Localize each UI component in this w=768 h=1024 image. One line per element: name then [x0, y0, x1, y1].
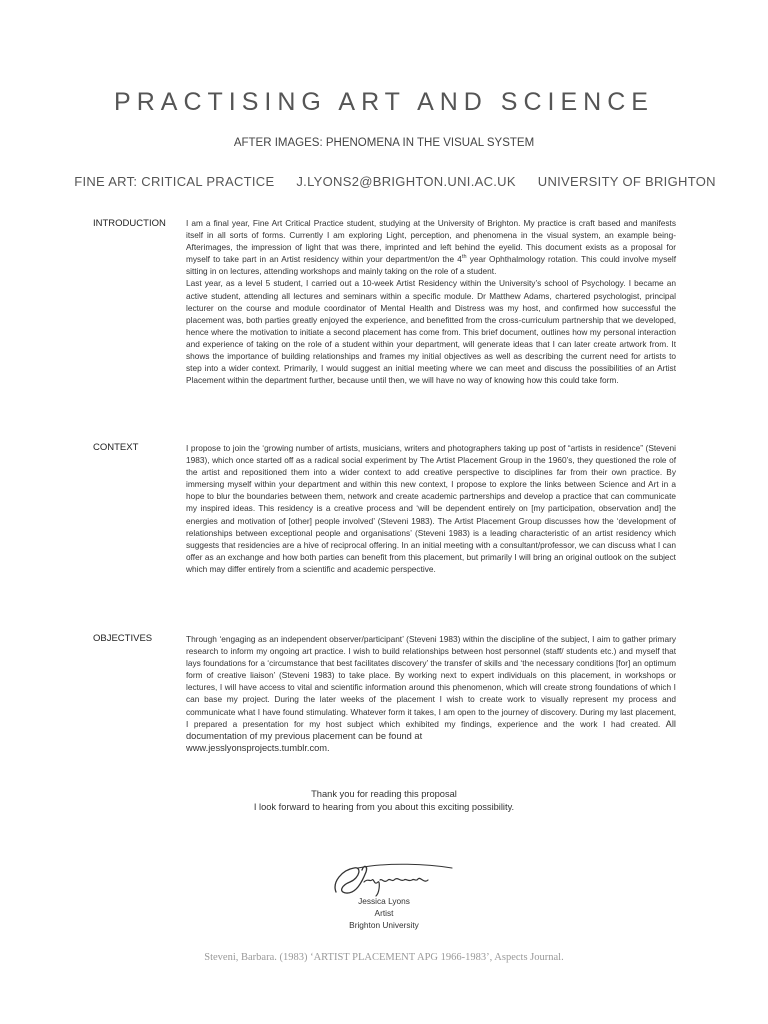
signatory-role: Artist: [374, 908, 394, 919]
introduction-paragraph-2: Last year, as a level 5 student, I carried out a 10-week Artist Residency within the University’s school of Psychology. I became an active student, attending all lectures and seminars within a specific module. Dr Matthew Adams, chartered psychologist, principal lecturer on the course and module coordinator of Mental Health and Distress was my host, and confirmed how successful the placement was, both parties greatly enjoyed the experience, and benefitted from the cross-curriculum partnership that we developed, hence where the motivation to initiate a second placement has come from. This brief document, outlines how my personal interaction and experience of taking on the role of a student within your department, will generate ideas that I can later create artwork from. It shows the importance of building relationships and frames my initial objectives as well as describing the current need for artists to step into a wider context. Primarily, I would suggest an initial meeting where we can meet and discuss the possibilities of an Artist Placement within the department further, because until then, we will have no way of knowing how this could take form.: [186, 278, 676, 386]
university-name: UNIVERSITY OF BRIGHTON: [537, 174, 716, 189]
email-address: J.LYONS2@BRIGHTON.UNI.AC.UK: [296, 174, 516, 189]
context-label: CONTEXT: [93, 442, 139, 453]
course-name: FINE ART: CRITICAL PRACTICE: [74, 174, 275, 189]
context-body: [186, 442, 676, 575]
objectives-body: [186, 633, 676, 754]
signatory-institution: Brighton University: [349, 920, 419, 931]
portfolio-link[interactable]: www.jesslyonsprojects.tumblr.com.: [186, 742, 330, 753]
introduction-body: [186, 217, 676, 386]
closing-note: [0, 788, 768, 813]
context-paragraph: I propose to join the ‘growing number of artists, musicians, writers and photographers taking up post of “artists in residence” (Steveni 1983), which once started off as a radical social experiment by The Artist Placement Group in the 1960’s, they questioned the role of the artist and repositioned them into a wider context to add creative perspective to disciplines far from their own practice. By immersing myself within your department and within this new context, I propose to explore the links between Science and Art in a hope to blur the boundaries between them, network and create academic partnerships and develop a practice that can communicate my inspired ideas. This residency is a creative process and ‘will be dependent entirely on [my participation, observation and] the energies and motivation of [other] people involved’ (Steveni 1983). The Artist Placement Group discusses how the ‘development of relationships between exceptional people and organisations’ (Steveni 1983) is a leading characteristic of an artist residency which suggests that residencies are a hive of reciprocal offering. In an initial meeting with a consultant/professor, we can discuss what I can offer as an exchange and how both parties can benefit from this placement, but primarily I will bring an original outlook on the subject which may differ entirely from a scientific and academic perspective.: [186, 443, 676, 574]
introduction-paragraph-1: I am a final year, Fine Art Critical Practice student, studying at the University of Brighton. My practice is craft based and manifests itself in all sorts of forms. Currently I am exploring Light, perception, and phenomena in the visual system, an example being- Afterimages, the impression of light that was there, imprinted and left behind the eyelid. This document exists as a proposal for myself to take part in an Artist residency within your department/on the 4th year Ophthalmology rotation. This could involve myself sitting in on lectures, attending workshops and mainly taking on the role of a student.: [186, 218, 676, 277]
objectives-paragraph: Through ‘engaging as an independent observer/participant’ (Steveni 1983) within the discipline of the subject, I aim to gather primary research to inform my ongoing art practice. I wish to build relationships between host personnel (staff/ students etc.) and myself that lays foundations for a ‘circumstance that best facilitates discovery’ the transfer of skills and ‘the necessary conditions [for] an optimum form of creative liaison’ (Steveni 1983) to take place. By working next to expert individuals on this placement, in workshops or lectures, I will have access to vital and scientific information around this phenomenon, which will create strong foundations of which I can base my project. During the later weeks of the placement I wish to create work to visually represent my process and communicate what I have found stimulating. Whatever form it takes, I am open to the journey of discovery. During my last placement, I prepared a presentation for my host subject which exhibited my findings, experience and the work I had created. All documentation of my previous placement can be found at: [186, 634, 677, 741]
reference-citation: Steveni, Barbara. (1983) ‘ARTIST PLACEMENT APG 1966-1983’, Aspects Journal.: [204, 952, 564, 963]
closing-line-2: I look forward to hearing from you about this exciting possibility.: [253, 801, 515, 812]
closing-line-1: Thank you for reading this proposal: [311, 789, 457, 799]
signature-block: [0, 895, 768, 932]
info-line: [0, 174, 768, 189]
signatory-name: Jessica Lyons: [358, 896, 410, 906]
introduction-label: INTRODUCTION: [93, 218, 166, 229]
page-subtitle: AFTER IMAGES: PHENOMENA IN THE VISUAL SYSTEM: [233, 137, 535, 149]
page-title: PRACTISING ART AND SCIENCE: [114, 88, 654, 116]
objectives-label: OBJECTIVES: [93, 633, 153, 644]
